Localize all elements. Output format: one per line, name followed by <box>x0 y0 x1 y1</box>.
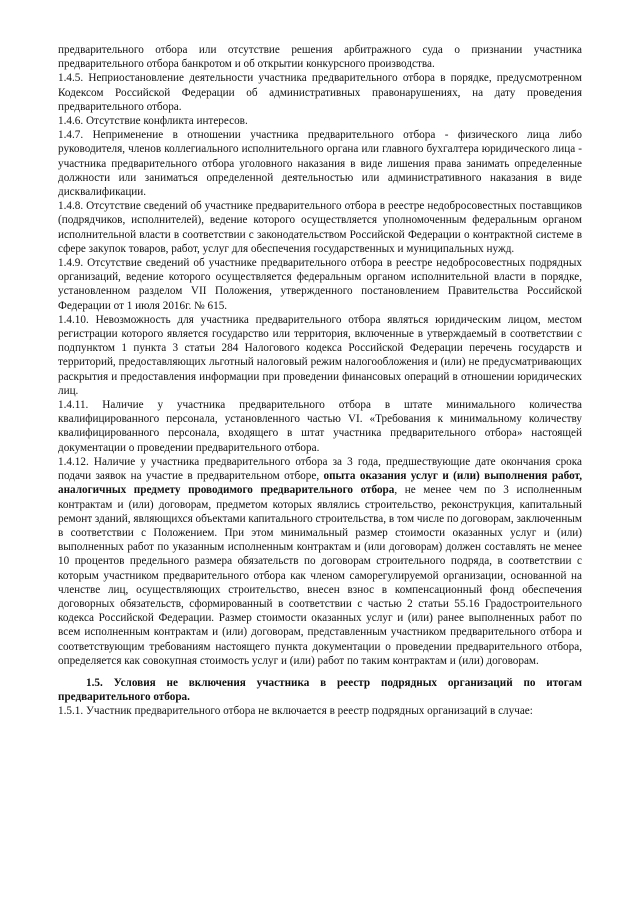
paragraph-1-4-9: 1.4.9. Отсутствие сведений об участнике предварительного отбора в реестре недобросовестных подрядных организаций, ведение которого осуществляется федеральным органом исполнительной власти в порядке, установленном разделом VII Положения, утвержденного постановлением Правительства Российской Федерации от 1 июля 2016г. № 615. <box>58 257 582 312</box>
paragraph-1-4-11: 1.4.11. Наличие у участника предварительного отбора в штате минимального количества квалифицированного персонала, установленного частью VI. «Требования к минимальному количеству квалифицированного персонала, входящего в штат участника предварительного отбора» настоящей документации о проведении предварительного отбора. <box>58 399 582 454</box>
paragraph-1-4-12 <box>58 455 582 668</box>
paragraph-1-4-12-rest: , не менее чем по 3 исполненным контрактам и (или) договорам, предметом которых являлись строительство, реконструкция, капитальный ремонт зданий, являющихся объектами капитального строительства, в том числе по договорам, заключенным в соответствии с Положением. При этом минимальный размер стоимости оказанных услуг и (или) выполненных работ по указанным исполненным контрактам и (или договорам) должен составлять не менее 10 процентов предельного размера обязательств по договорам строительного подряда, в соответствии с которым участником предварительного отбора как членом саморегулируемой организации, основанной на членстве лиц, осуществляющих строительство, внесен взнос в компенсационный фонд обеспечения договорных обязательств, сформированный в соответствии с частью 2 статьи 55.16 Градостроительного кодекса Российской Федерации. Размер стоимости оказанных услуг и (или) ранее выполненных работ по всем исполненным контрактам и (или) договорам, представленным участником предварительного отбора и соответствующим требованиям настоящего пункта документации о проведении предварительного отбора, определяется как совокупная стоимость услуг и (или) работ по таким контрактам и (или) договорам. <box>58 484 582 667</box>
section-heading-1-5: 1.5. Условия не включения участника в реестр подрядных организаций по итогам предварительного отбора. <box>58 676 582 704</box>
paragraph-1-4-10: 1.4.10. Невозможность для участника предварительного отбора являться юридическим лицом, местом регистрации которого является государство или территория, включенные в утверждаемый в соответствии с подпунктом 1 пункта 3 статьи 284 Налогового кодекса Российской Федерации перечень государств и территорий, предоставляющих льготный налоговый режим налогообложения и (или) не предусматривающих раскрытия и предоставления информации при проведении финансовых операций в отношении юридических лиц. <box>58 313 582 397</box>
paragraph-1-4-5: 1.4.5. Неприостановление деятельности участника предварительного отбора в порядке, предусмотренном Кодексом Российской Федерации об административных правонарушениях, на дату проведения предварительного отбора. <box>58 72 582 113</box>
paragraph-1-4-4-continued: предварительного отбора или отсутствие решения арбитражного суда о признании участника предварительного отбора банкротом и об открытии конкурсного производства. <box>58 44 582 71</box>
paragraph-1-4-6: 1.4.6. Отсутствие конфликта интересов. <box>58 115 248 128</box>
paragraph-1-4-12-intro: 1.4.12. Наличие у участника предварительного отбора за 3 года, предшествующие дате окончания срока подачи заявок на участие в предварительном отборе, <box>58 455 582 483</box>
paragraph-1-5-1: 1.5.1. Участник предварительного отбора не включается в реестр подрядных организаций в случае: <box>58 705 533 718</box>
paragraph-1-4-8: 1.4.8. Отсутствие сведений об участнике предварительного отбора в реестре недобросовестных поставщиков (подрядчиков, исполнителей), ведение которого осуществляется уполномоченным федеральным органом исполнительной власти в соответствии с законодательством Российской Федерации о контрактной системе в сфере закупок товаров, работ, услуг для обеспечения государственных и муниципальных нужд. <box>58 200 582 255</box>
section-spacer <box>58 668 582 676</box>
paragraph-1-4-7: 1.4.7. Неприменение в отношении участника предварительного отбора - физического лица либо руководителя, членов коллегиального исполнительного органа или главного бухгалтера юридического лица - участника предварительного отбора уголовного наказания в виде лишения права занимать определенные должности или заниматься определенной деятельностью или административного наказания в виде дисквалификации. <box>58 129 582 199</box>
paragraph-1-4-12-bold: опыта оказания услуг и (или) выполнения работ, аналогичных предмету проводимого предварительного отбора <box>58 470 582 497</box>
